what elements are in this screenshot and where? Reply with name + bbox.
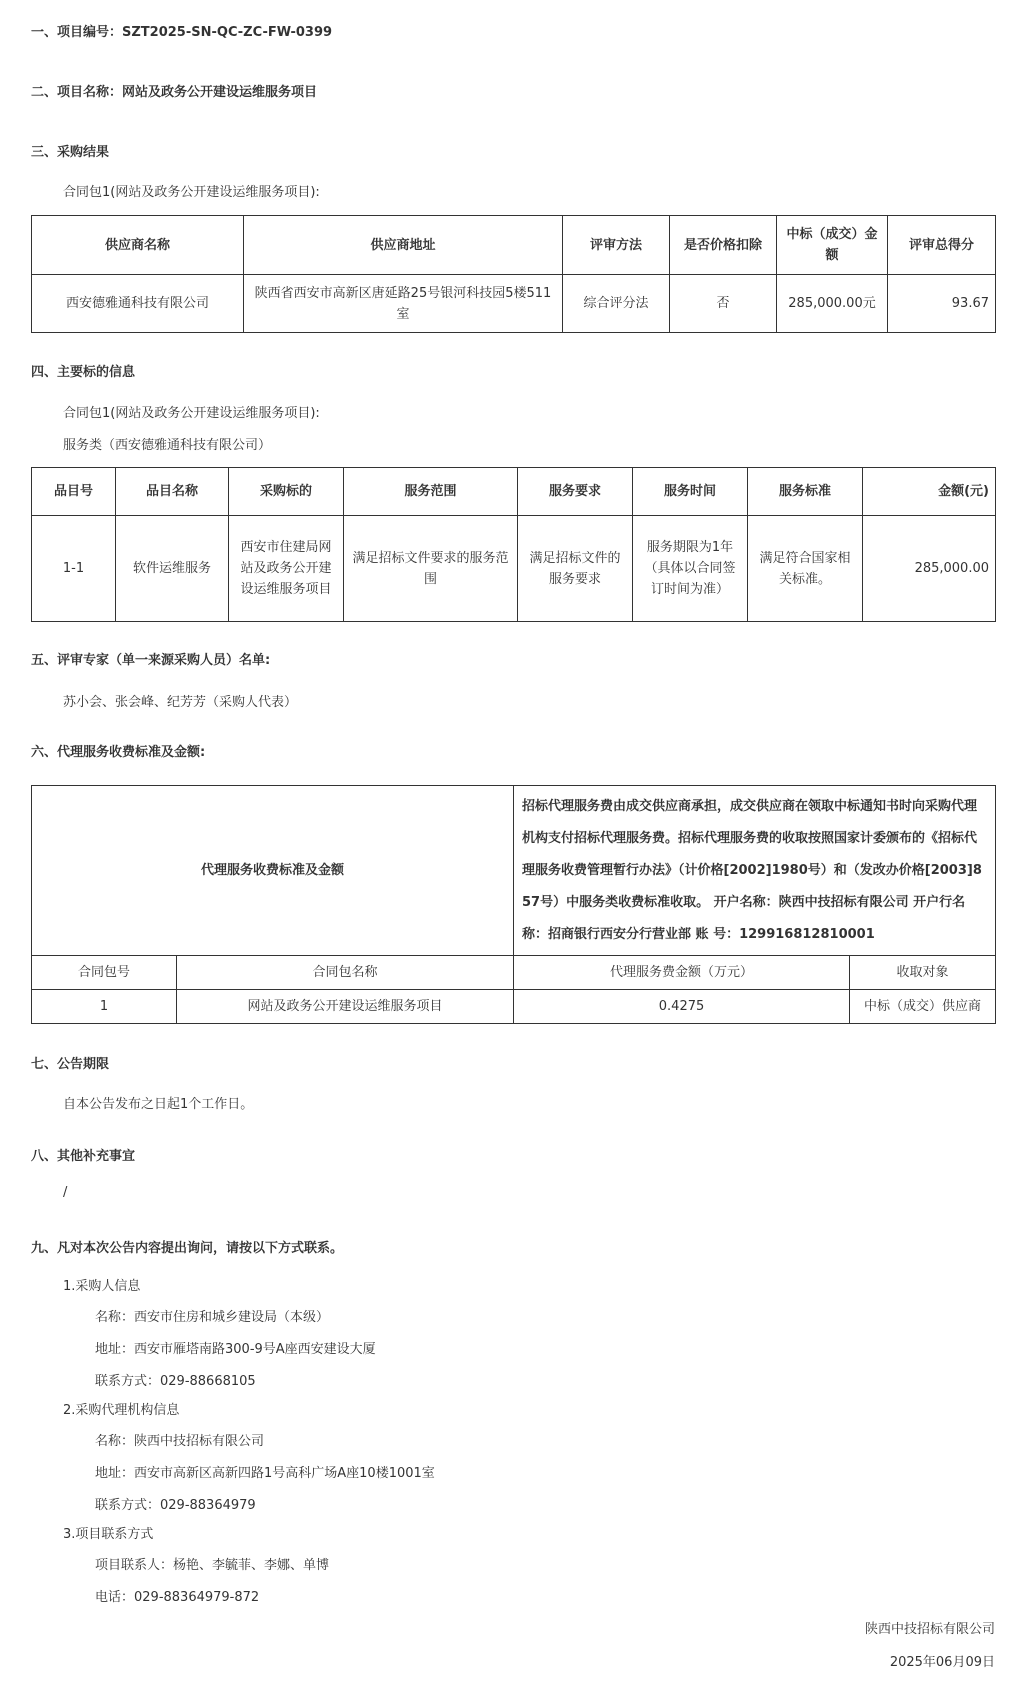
footer-date: 2025年06月09日 xyxy=(889,1655,995,1670)
buyer-address: 地址：西安市雁塔南路300-9号A座西安建设大厦 xyxy=(95,1342,376,1357)
result-header-cell: 中标（成交）金额 xyxy=(777,216,888,275)
item-cell: 满足符合国家相关标准。 xyxy=(748,516,863,622)
agency-title: 2.采购代理机构信息 xyxy=(63,1403,180,1418)
project-number-label: 一、项目编号： xyxy=(31,25,123,40)
fee-header-cell: 合同包号 xyxy=(32,956,177,990)
fee-cell: 中标（成交）供应商 xyxy=(850,990,996,1024)
item-cell: 服务期限为1年（具体以合同签订时间为准） xyxy=(633,516,748,622)
fee-description: 招标代理服务费由成交供应商承担，成交供应商在领取中标通知书时向采购代理机构支付招标代理服务费。招标代理服务费的收取按照国家计委颁布的《招标代理服务收费管理暂行办法》（计价格[2002]1980号）和（发改办价格[2003]857号）中服务类收费标准收取。 开户名称：陕西中技招标有限公司 开户行名称：招商银行西安分行营业部 账 号：129916812810001 xyxy=(514,786,996,956)
fee-cell: 1 xyxy=(32,990,177,1024)
result-table xyxy=(31,215,996,333)
section-5-title: 五、评审专家（单一来源采购人员）名单: xyxy=(31,653,271,668)
result-cell: 综合评分法 xyxy=(563,275,670,333)
item-table xyxy=(31,467,996,622)
buyer-contact: 联系方式：029-88668105 xyxy=(95,1374,256,1389)
section-4-title: 四、主要标的信息 xyxy=(31,365,136,380)
project-name-label: 二、项目名称： xyxy=(31,85,123,100)
item-cell: 西安市住建局网站及政务公开建设运维服务项目 xyxy=(229,516,344,622)
item-header-cell: 金额(元) xyxy=(863,468,996,516)
fee-header-cell: 收取对象 xyxy=(850,956,996,990)
buyer-title: 1.采购人信息 xyxy=(63,1279,141,1294)
buyer-name: 名称：西安市住房和城乡建设局（本级） xyxy=(95,1310,330,1325)
result-header-cell: 供应商名称 xyxy=(32,216,244,275)
fee-cell: 网站及政务公开建设运维服务项目 xyxy=(177,990,514,1024)
table-row xyxy=(32,990,996,1024)
result-cell: 西安德雅通科技有限公司 xyxy=(32,275,244,333)
result-header-cell: 评审总得分 xyxy=(888,216,996,275)
result-cell: 285,000.00元 xyxy=(777,275,888,333)
result-cell: 陕西省西安市高新区唐延路25号银河科技园5楼511室 xyxy=(244,275,563,333)
result-header-cell: 是否价格扣除 xyxy=(670,216,777,275)
other-matters: / xyxy=(63,1185,68,1200)
result-header-cell: 供应商地址 xyxy=(244,216,563,275)
fee-header-cell: 合同包名称 xyxy=(177,956,514,990)
fee-table-header xyxy=(32,956,996,990)
item-table-header xyxy=(32,468,996,516)
item-cell: 满足招标文件的服务要求 xyxy=(518,516,633,622)
item-cell: 满足招标文件要求的服务范围 xyxy=(344,516,518,622)
item-header-cell: 服务要求 xyxy=(518,468,633,516)
item-header-cell: 品目名称 xyxy=(116,468,229,516)
expert-names: 苏小会、张会峰、纪芳芳（采购人代表） xyxy=(63,695,298,710)
item-cell: 软件运维服务 xyxy=(116,516,229,622)
section-7-title: 七、公告期限 xyxy=(31,1057,110,1072)
item-header-cell: 服务标准 xyxy=(748,468,863,516)
section-3-package: 合同包1(网站及政务公开建设运维服务项目): xyxy=(63,185,320,200)
fee-header-cell: 代理服务费金额（万元） xyxy=(514,956,850,990)
project-contact-title: 3.项目联系方式 xyxy=(63,1527,154,1542)
agency-contact: 联系方式：029-88364979 xyxy=(95,1498,256,1513)
fee-label: 代理服务收费标准及金额 xyxy=(32,786,514,956)
item-cell: 1-1 xyxy=(32,516,116,622)
project-contact-phone: 电话：029-88364979-872 xyxy=(95,1590,260,1605)
project-contact-people: 项目联系人：杨艳、李毓菲、李娜、单博 xyxy=(95,1558,330,1573)
item-header-cell: 品目号 xyxy=(32,468,116,516)
fee-table xyxy=(31,785,996,1024)
project-number xyxy=(31,21,332,40)
item-header-cell: 服务时间 xyxy=(633,468,748,516)
agency-address: 地址：西安市高新区高新四路1号高科广场A座10楼1001室 xyxy=(95,1466,435,1481)
item-header-cell: 服务范围 xyxy=(344,468,518,516)
footer-org: 陕西中技招标有限公司 xyxy=(864,1622,995,1637)
table-row xyxy=(32,516,996,622)
section-4-category: 服务类（西安德雅通科技有限公司） xyxy=(63,438,272,453)
project-name xyxy=(31,81,317,100)
project-number-value: SZT2025-SN-QC-ZC-FW-0399 xyxy=(122,25,333,40)
fee-cell: 0.4275 xyxy=(514,990,850,1024)
section-6-title: 六、代理服务收费标准及金额: xyxy=(31,745,206,760)
result-cell: 93.67 xyxy=(888,275,996,333)
agency-name: 名称：陕西中技招标有限公司 xyxy=(95,1434,265,1449)
item-cell: 285,000.00 xyxy=(863,516,996,622)
section-3-title: 三、采购结果 xyxy=(31,145,110,160)
table-row xyxy=(32,275,996,333)
result-cell: 否 xyxy=(670,275,777,333)
notice-period: 自本公告发布之日起1个工作日。 xyxy=(63,1097,254,1112)
item-header-cell: 采购标的 xyxy=(229,468,344,516)
result-header-cell: 评审方法 xyxy=(563,216,670,275)
result-table-header xyxy=(32,216,996,275)
section-8-title: 八、其他补充事宜 xyxy=(31,1149,136,1164)
fee-description-row xyxy=(32,786,996,956)
section-9-title: 九、凡对本次公告内容提出询问，请按以下方式联系。 xyxy=(31,1241,344,1256)
project-name-value: 网站及政务公开建设运维服务项目 xyxy=(122,85,318,100)
section-4-package: 合同包1(网站及政务公开建设运维服务项目): xyxy=(63,406,320,421)
